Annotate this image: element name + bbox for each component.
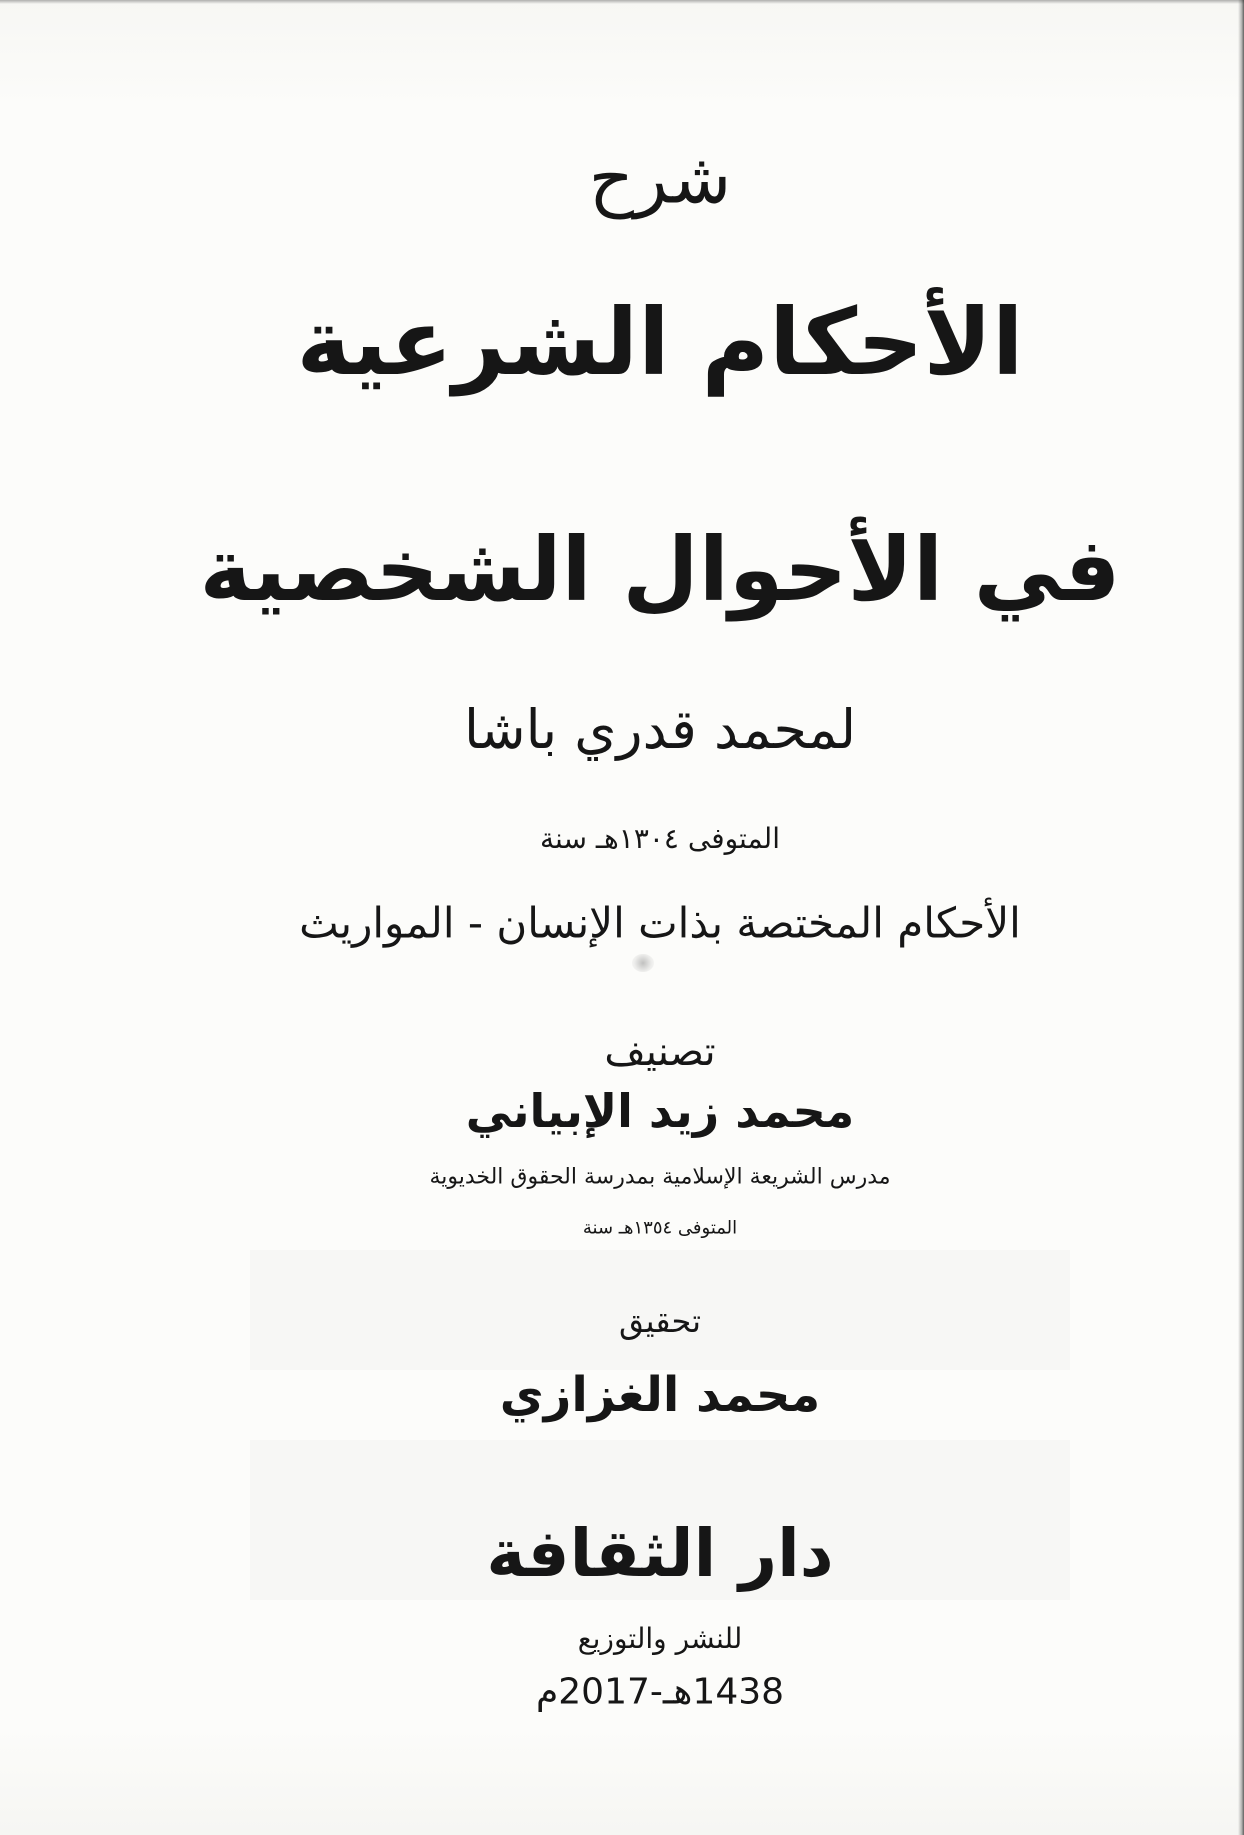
original-author-death: المتوفى ١٣٠٤هـ سنة [540,821,780,855]
paper-smudge [632,954,654,972]
publisher-tagline: للنشر والتوزيع [577,1621,743,1655]
compiler-name: محمد زيد الإبياني [465,1084,855,1139]
compiler-role: مدرس الشريعة الإسلامية بمدرسة الحقوق الخديوية [429,1164,891,1190]
edited-by-label: تحقيق [618,1302,702,1341]
paper-top-edge [0,0,1244,4]
book-subject: الأحكام المختصة بذات الإنسان - المواريث [299,898,1021,948]
edition-date: 1438هـ-2017م [535,1671,785,1713]
book-title-line-1: الأحكام الشرعية [296,289,1024,397]
compiled-by-label: تصنيف [604,1029,716,1075]
editor-name: محمد الغزازي [499,1366,821,1423]
paper-right-edge [1238,0,1244,1835]
book-title-line-2: في الأحوال الشخصية [199,517,1121,621]
original-author: لمحمد قدري باشا [463,697,857,761]
publisher-name: دار الثقافة [486,1515,834,1593]
title-prefix: شرح [588,137,732,220]
compiler-death: المتوفى ١٣٥٤هـ سنة [582,1217,738,1239]
